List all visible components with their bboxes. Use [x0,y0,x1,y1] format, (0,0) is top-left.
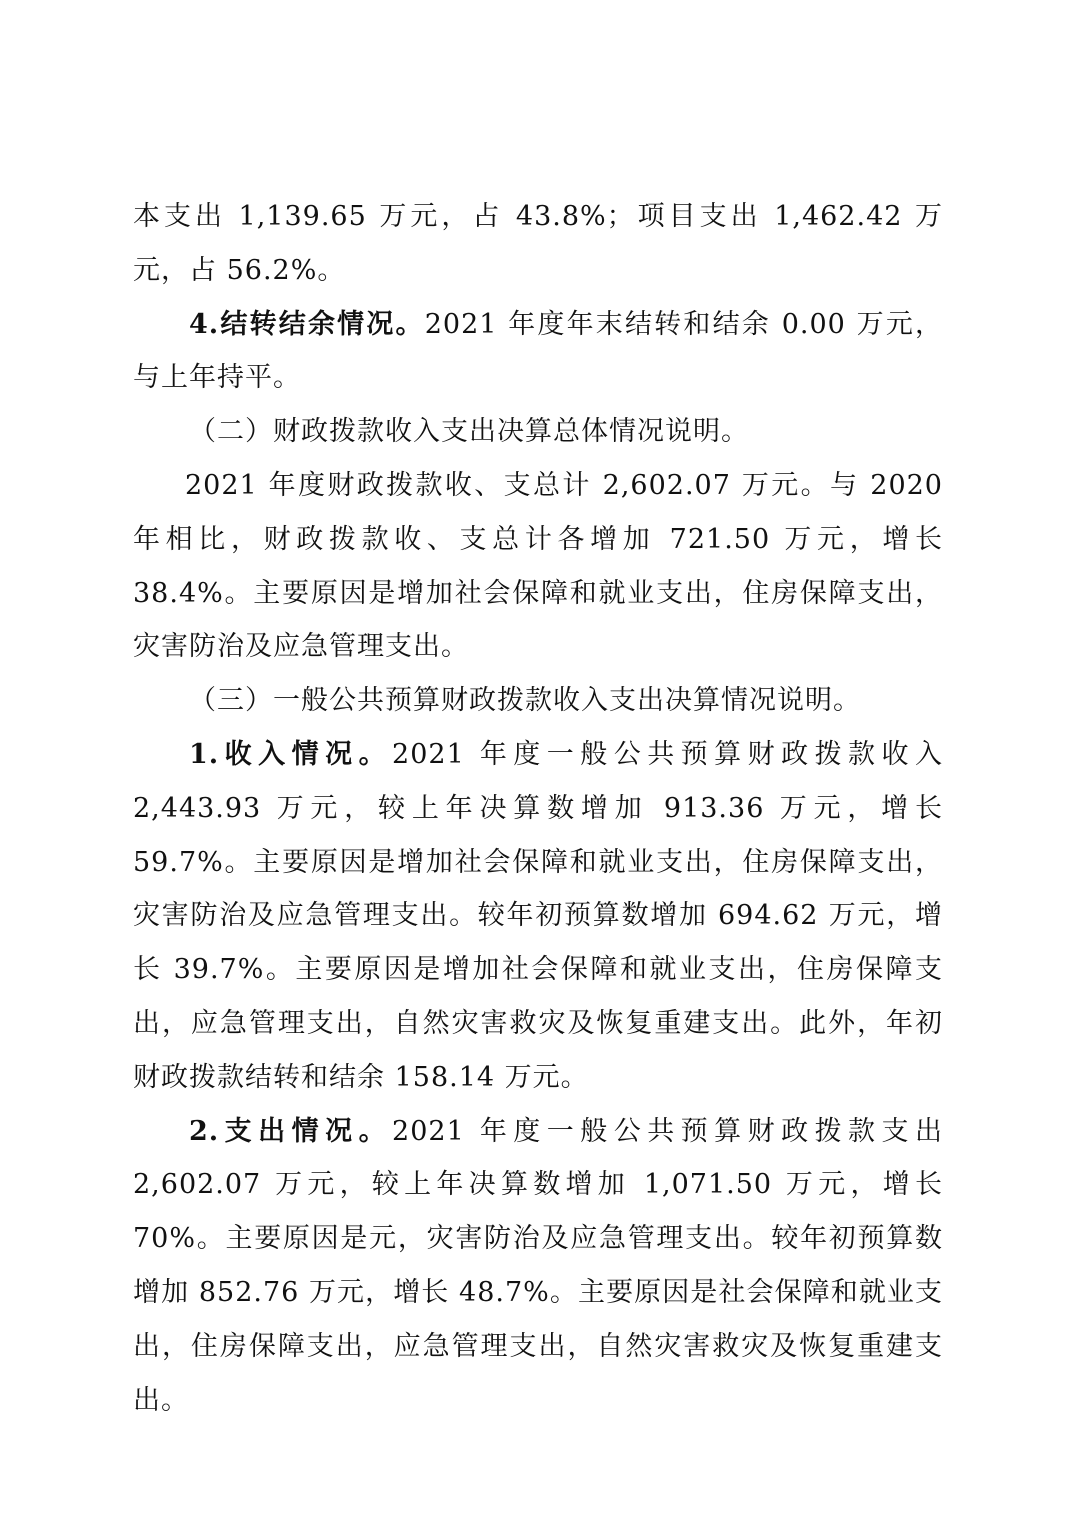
paragraph-text: 2021 年度一般公共预算财政拨款支出 2,602.07 万元，较上年决算数增加 1,071.50 万元，增长 70%。主要原因是元，灾害防治及应急管理支出。较年初预算数增加 852.76 万元，增长 48.7%。主要原因是社会保障和就业支出，住房保障支出，应急管理支出，自然灾害救灾及恢复重建支出。 [133,1115,944,1416]
body-text [133,190,943,1427]
paragraph-expenditure-situation [133,1105,943,1428]
section-heading-general-public-budget [133,674,943,728]
paragraph-carryover-balance [133,298,943,406]
paragraph-text: 2021 年度年末结转和结余 0.00 万元，与上年持平。 [133,308,944,394]
paragraph-heading: 1.收入情况。 [189,738,393,770]
paragraph-heading: 4.结转结余情况。 [189,308,425,340]
paragraph-heading: 2.支出情况。 [189,1115,393,1147]
paragraph-text: 本支出 1,139.65 万元，占 43.8%；项目支出 1,462.42 万元，占 56.2%。 [133,201,943,286]
section-heading-fiscal-appropriation-overview [133,405,943,459]
paragraph-text: 2021 年度一般公共预算财政拨款收入 2,443.93 万元，较上年决算数增加 913.36 万元，增长 59.7%。主要原因是增加社会保障和就业支出，住房保障支出，灾害防治及应急管理支出。较年初预算数增加 694.62 万元，增长 39.7%。主要原因是增加社会保障和就业支出，住房保障支出，应急管理支出，自然灾害救灾及恢复重建支出。此外，年初财政拨款结转和结余 158.14 万元。 [133,738,944,1093]
paragraph-fiscal-appropriation-total [133,459,943,674]
section-heading-text: （三）一般公共预算财政拨款收入支出决算情况说明。 [189,685,861,717]
paragraph-income-situation [133,728,943,1105]
paragraph-basic-vs-project-expenditure [133,190,943,298]
paragraph-text: 2021 年度财政拨款收、支总计 2,602.07 万元。与 2020 年相比，财政拨款收、支总计各增加 721.50 万元，增长 38.4%。主要原因是增加社会保障和就业支出，住房保障支出，灾害防治及应急管理支出。 [133,469,943,663]
section-heading-text: （二）财政拨款收入支出决算总体情况说明。 [189,416,749,448]
